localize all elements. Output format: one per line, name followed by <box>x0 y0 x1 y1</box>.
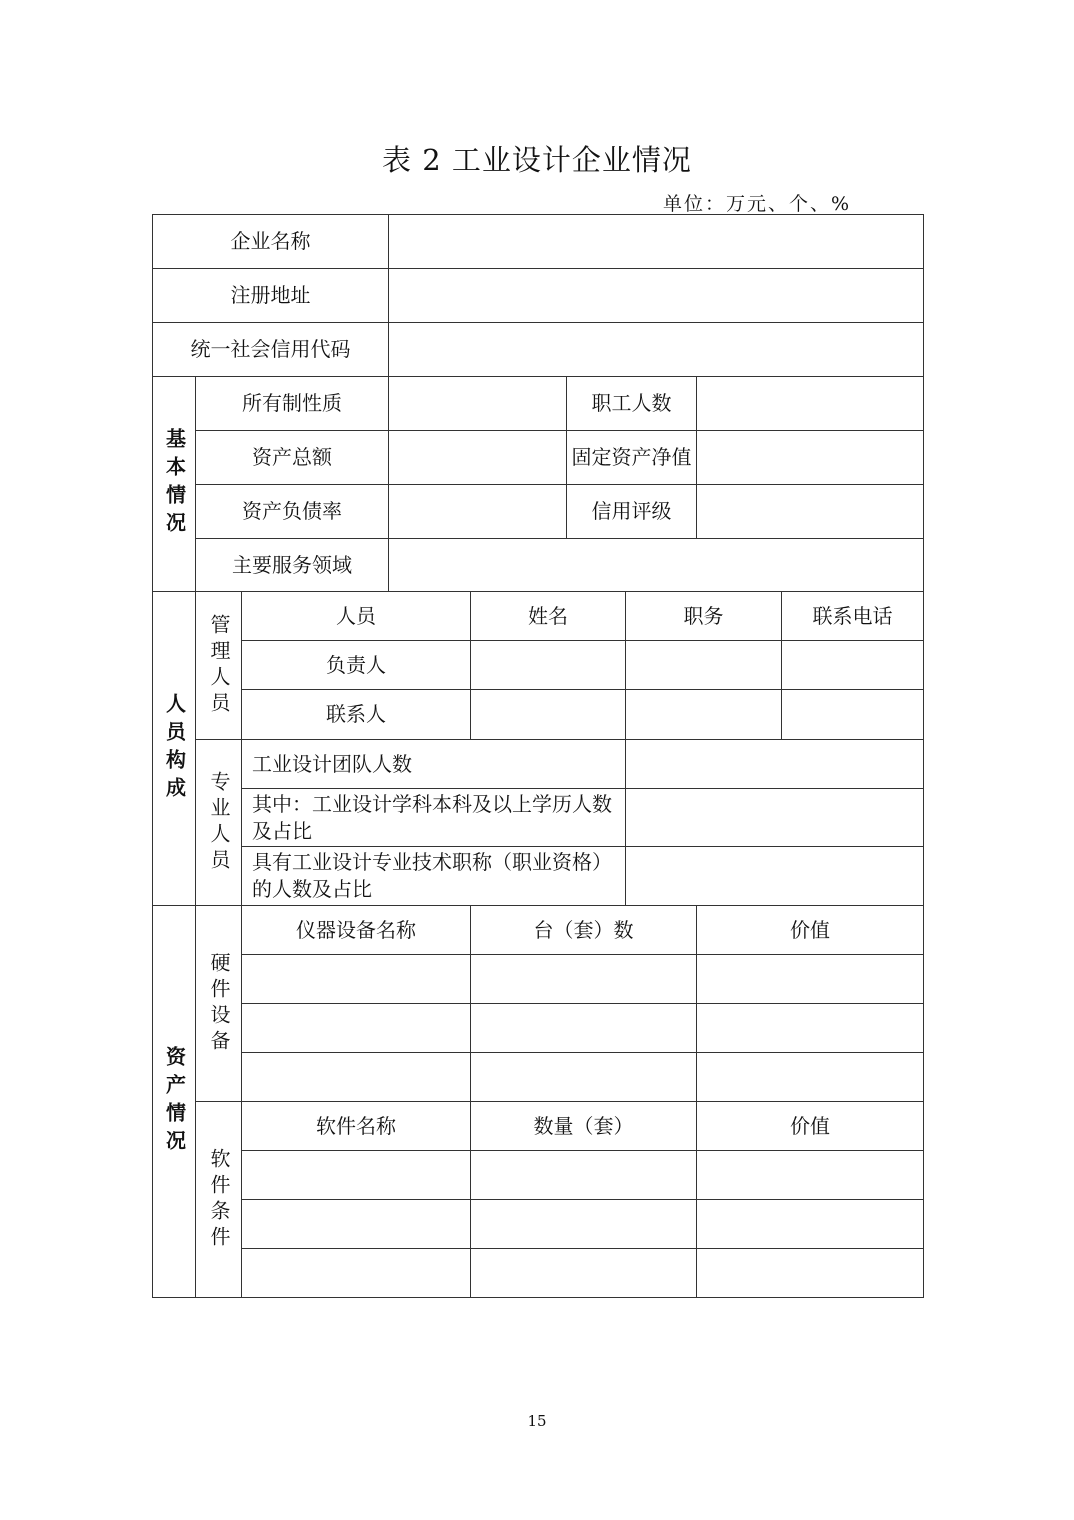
section-personnel-label: 人员构成 <box>162 692 187 805</box>
field-software-value[interactable] <box>697 1200 924 1249</box>
label-design-team-size: 工业设计团队人数 <box>242 740 626 789</box>
field-ownership[interactable] <box>389 377 567 431</box>
section-basic-info-label: 基本情况 <box>162 428 187 540</box>
label-contact: 联系人 <box>242 690 471 740</box>
field-principal-name[interactable] <box>471 641 626 690</box>
header-equipment-value: 价值 <box>697 906 924 955</box>
field-equipment-name[interactable] <box>242 1053 471 1102</box>
label-service-field: 主要服务领域 <box>196 539 389 592</box>
field-equipment-name[interactable] <box>242 1004 471 1053</box>
section-basic-info <box>153 377 196 592</box>
field-certified-staff[interactable] <box>626 847 924 906</box>
field-software-name[interactable] <box>242 1151 471 1200</box>
group-professional-label: 专业人员 <box>207 770 231 875</box>
field-credit-rating[interactable] <box>697 485 924 539</box>
section-assets-label: 资产情况 <box>162 1045 187 1158</box>
header-software-count: 数量（套） <box>471 1102 697 1151</box>
field-software-value[interactable] <box>697 1151 924 1200</box>
label-employees: 职工人数 <box>567 377 697 431</box>
label-enterprise-name: 企业名称 <box>153 215 389 269</box>
field-software-count[interactable] <box>471 1151 697 1200</box>
field-equipment-value[interactable] <box>697 1004 924 1053</box>
field-contact-name[interactable] <box>471 690 626 740</box>
label-fixed-assets-net: 固定资产净值 <box>567 431 697 485</box>
field-software-name[interactable] <box>242 1200 471 1249</box>
label-degree-holders: 其中：工业设计学科本科及以上学历人数及占比 <box>242 789 626 847</box>
field-service-field[interactable] <box>389 539 924 592</box>
group-professional <box>196 740 242 906</box>
field-fixed-assets-net[interactable] <box>697 431 924 485</box>
field-equipment-count[interactable] <box>471 955 697 1004</box>
field-equipment-value[interactable] <box>697 1053 924 1102</box>
label-credit-rating: 信用评级 <box>567 485 697 539</box>
field-software-value[interactable] <box>697 1249 924 1298</box>
field-software-count[interactable] <box>471 1200 697 1249</box>
field-principal-phone[interactable] <box>782 641 924 690</box>
header-software-name: 软件名称 <box>242 1102 471 1151</box>
label-registered-address: 注册地址 <box>153 269 389 323</box>
field-registered-address[interactable] <box>389 269 924 323</box>
header-equipment-name: 仪器设备名称 <box>242 906 471 955</box>
field-equipment-count[interactable] <box>471 1004 697 1053</box>
field-equipment-count[interactable] <box>471 1053 697 1102</box>
label-credit-code: 统一社会信用代码 <box>153 323 389 377</box>
page-number: 15 <box>527 1412 547 1430</box>
field-degree-holders[interactable] <box>626 789 924 847</box>
section-personnel <box>153 592 196 906</box>
header-name: 姓名 <box>471 592 626 641</box>
page-title: 表 2 工业设计企业情况 <box>382 143 692 177</box>
header-position: 职务 <box>626 592 782 641</box>
group-hardware <box>196 906 242 1102</box>
field-principal-position[interactable] <box>626 641 782 690</box>
group-software-label: 软件条件 <box>207 1147 231 1252</box>
field-equipment-value[interactable] <box>697 955 924 1004</box>
field-equipment-name[interactable] <box>242 955 471 1004</box>
field-contact-phone[interactable] <box>782 690 924 740</box>
group-hardware-label: 硬件设备 <box>207 951 231 1056</box>
field-software-count[interactable] <box>471 1249 697 1298</box>
label-ownership: 所有制性质 <box>196 377 389 431</box>
field-design-team-size[interactable] <box>626 740 924 789</box>
field-total-assets[interactable] <box>389 431 567 485</box>
unit-note: 单位：万元、个、% <box>663 193 852 215</box>
label-certified-staff: 具有工业设计专业技术职称（职业资格）的人数及占比 <box>242 847 626 906</box>
header-software-value: 价值 <box>697 1102 924 1151</box>
field-software-name[interactable] <box>242 1249 471 1298</box>
group-management-label: 管理人员 <box>207 613 231 718</box>
header-equipment-count: 台（套）数 <box>471 906 697 955</box>
field-enterprise-name[interactable] <box>389 215 924 269</box>
header-phone: 联系电话 <box>782 592 924 641</box>
label-total-assets: 资产总额 <box>196 431 389 485</box>
group-management <box>196 592 242 740</box>
header-person: 人员 <box>242 592 471 641</box>
field-credit-code[interactable] <box>389 323 924 377</box>
field-debt-ratio[interactable] <box>389 485 567 539</box>
group-software <box>196 1102 242 1298</box>
label-debt-ratio: 资产负债率 <box>196 485 389 539</box>
enterprise-form-table <box>152 214 924 1298</box>
field-contact-position[interactable] <box>626 690 782 740</box>
label-principal: 负责人 <box>242 641 471 690</box>
section-assets <box>153 906 196 1298</box>
field-employees[interactable] <box>697 377 924 431</box>
